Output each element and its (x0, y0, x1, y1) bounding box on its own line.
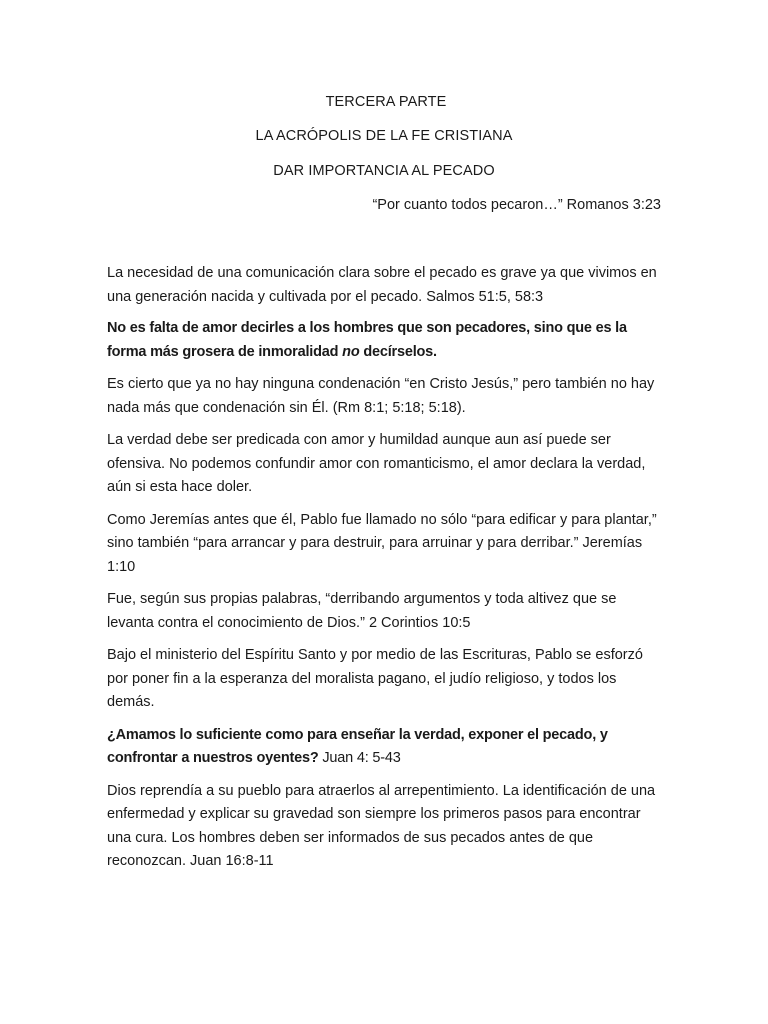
title-heading: LA ACRÓPOLIS DE LA FE CRISTIANA (255, 128, 513, 144)
paragraph-2-text-a: No es falta de amor decirles a los hombres que son pecadores, sino que es la forma más grosera de inmoralidad (107, 320, 627, 360)
paragraph-7: Bajo el ministerio del Espíritu Santo y por medio de las Escrituras, Pablo se esforzó por poner fin a la esperanza del moralista pagano, el judío religioso, y todos los demás. (107, 647, 643, 710)
paragraph-1: La necesidad de una comunicación clara sobre el pecado es grave ya que vivimos en una generación nacida y cultivada por el pecado. Salmos 51:5, 58:3 (107, 265, 657, 305)
paragraph-8-reference: Juan 4: 5-43 (318, 750, 401, 766)
paragraph-2 (107, 317, 667, 364)
paragraph-5: Como Jeremías antes que él, Pablo fue llamado no sólo “para edificar y para plantar,” sino también “para arrancar y para destruir, para arruinar y para derribar.” Jeremías 1:10 (107, 511, 657, 575)
subtitle-heading: DAR IMPORTANCIA AL PECADO (273, 163, 495, 179)
paragraph-8 (107, 724, 667, 771)
paragraph-2-emphasis: no (342, 343, 360, 360)
paragraph-6: Fue, según sus propias palabras, “derribando argumentos y toda altivez que se levanta contra el conocimiento de Dios.” 2 Corintios 10:5 (107, 591, 617, 631)
paragraph-3: Es cierto que ya no hay ninguna condenación “en Cristo Jesús,” pero también no hay nada más que condenación sin Él. (Rm 8:1; 5:18; 5:18). (107, 376, 655, 416)
paragraph-9: Dios reprendía a su pueblo para atraerlos al arrepentimiento. La identificación de una enfermedad y explicar su gravedad son siempre los primeros pasos para encontrar una cura. Los hombres deben ser informados de sus pecados antes de que reconozcan. Juan 16:8-11 (107, 782, 656, 869)
paragraph-4: La verdad debe ser predicada con amor y humildad aunque aun así puede ser ofensiva. No podemos confundir amor con romanticismo, el amor declara la verdad, aún si esta hace doler. (107, 432, 646, 495)
document-body (107, 262, 667, 883)
paragraph-2-text-b: decírselos. (359, 343, 437, 360)
part-heading: TERCERA PARTE (325, 94, 447, 110)
epigraph-quote: “Por cuanto todos pecaron…” Romanos 3:23 (372, 197, 661, 213)
paragraph-8-question: ¿Amamos lo suficiente como para enseñar la verdad, exponer el pecado, y confrontar a nuestros oyentes? (107, 726, 608, 766)
